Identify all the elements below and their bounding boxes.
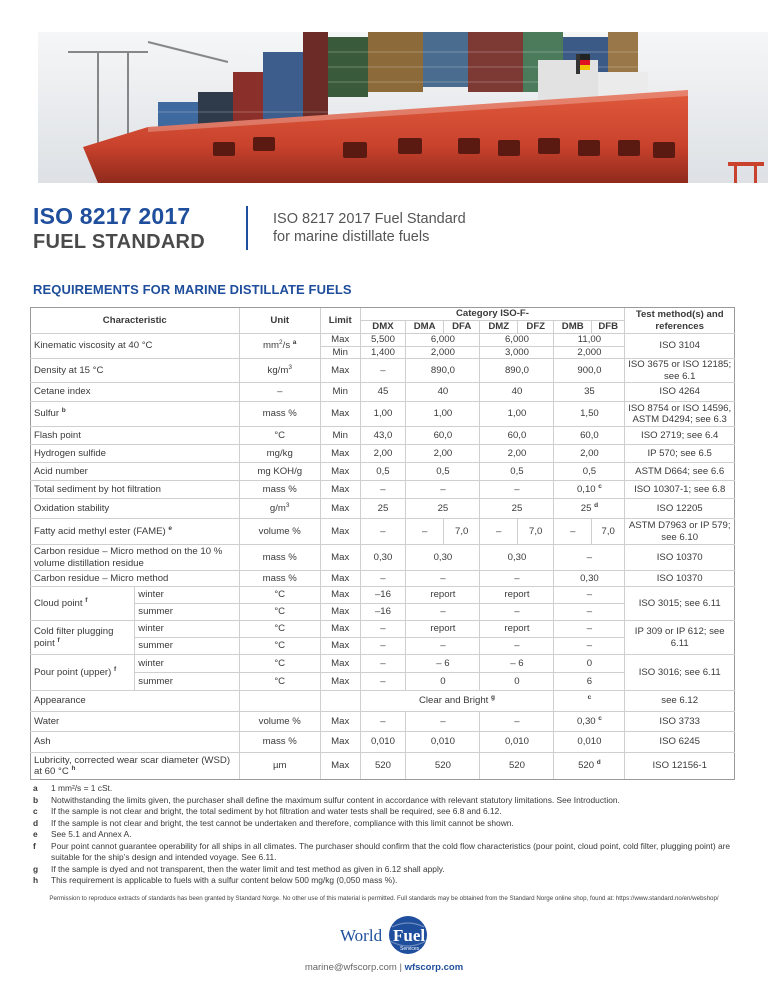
cell-dmx: 1,400 — [360, 346, 406, 359]
row-season: summer — [135, 673, 239, 691]
cell-dmx: – — [360, 481, 406, 499]
table-row-fame — [31, 519, 735, 545]
cell-dma: 0,010 — [406, 732, 480, 753]
cell-dmx: – — [360, 571, 406, 587]
cell-dfa: 7,0 — [443, 519, 480, 545]
footnotes — [33, 783, 733, 887]
cell-dma: 2,00 — [406, 445, 480, 463]
row-season: winter — [135, 655, 239, 673]
table-row-cetane — [31, 383, 735, 402]
footnote: c If the sample is not clear and bright, the total sediment by hot filtration and water tests shall be required, see 6.8 and 6.12. — [33, 806, 502, 816]
cell-dmx: –16 — [360, 587, 406, 604]
row-unit: $g/m^3$ — [239, 499, 320, 519]
cell-dmz: – 6 — [480, 655, 554, 673]
cell-dma: report — [406, 587, 480, 604]
row-limit: Max — [320, 673, 360, 691]
footnote: d If the sample is not clear and bright, the test cannot be undertaken and therefore, compliance with this limit cannot be shown. — [33, 817, 514, 828]
cell-dmz: report — [480, 587, 554, 604]
row-test: IP 309 or IP 612; see 6.11 — [625, 621, 735, 655]
row-label: Cloud point $^f$ — [31, 587, 135, 621]
row-label: Water — [31, 712, 240, 732]
cell-dmx: – — [360, 673, 406, 691]
cell-dmb: 900,0 — [554, 359, 625, 383]
table-row-flash-point — [31, 427, 735, 445]
cell-dmz: 0,010 — [480, 732, 554, 753]
table-row-viscosity — [31, 334, 735, 347]
table-row-lubricity — [31, 753, 735, 780]
footnote: h This requirement is applicable to fuels with a sulfur content below 500 mg/kg (0,050 mass %). — [33, 875, 398, 885]
cell-dmz: – — [480, 638, 554, 655]
cell-dmz: 0 — [480, 673, 554, 691]
cell-dmb: – — [554, 621, 625, 638]
cell-dma: 0 — [406, 673, 480, 691]
cell-dmb: – — [554, 638, 625, 655]
row-label: Lubricity, corrected wear scar diameter (WSD) at 60 °C $^h$ — [31, 753, 240, 780]
cell-dmx: – — [360, 359, 406, 383]
grade-dmb: DMB — [554, 321, 592, 334]
cell-dmz: report — [480, 621, 554, 638]
subtitle-line-1: ISO 8217 2017 Fuel Standard — [273, 211, 466, 227]
row-test: ISO 12156-1 — [625, 753, 735, 780]
cell-dmx: 43,0 — [360, 427, 406, 445]
header-test-method: Test method(s) and references — [625, 308, 735, 334]
main-title-sub: FUEL STANDARD — [33, 231, 206, 253]
row-limit: Max — [320, 621, 360, 638]
cell-dmz: 890,0 — [480, 359, 554, 383]
globe-logo-icon — [336, 913, 436, 961]
grade-dfb: DFB — [592, 321, 625, 334]
cell-dmb: 0,30 — [554, 571, 625, 587]
row-limit: Max — [320, 445, 360, 463]
row-unit: mg/kg — [239, 445, 320, 463]
cell-dmz: 0,5 — [480, 463, 554, 481]
row-limit: Max — [320, 571, 360, 587]
footnote: e See 5.1 and Annex A. — [33, 829, 132, 839]
row-label: Appearance — [31, 691, 240, 712]
grade-dmx: DMX — [360, 321, 406, 334]
row-unit: volume % — [239, 712, 320, 732]
row-limit: Max — [320, 359, 360, 383]
cell-appearance-value: Clear and Bright $^g$ — [360, 691, 554, 712]
cell-dmb: 0,10 $^c$ — [554, 481, 625, 499]
cell-dma: – 6 — [406, 655, 480, 673]
cell-dmz: 40 — [480, 383, 554, 402]
row-test: ISO 12205 — [625, 499, 735, 519]
row-limit: Max — [320, 481, 360, 499]
cell-dfz: 7,0 — [517, 519, 554, 545]
row-test: ISO 4264 — [625, 383, 735, 402]
header-characteristic: Characteristic — [31, 308, 240, 334]
cell-dmz: 25 — [480, 499, 554, 519]
row-unit: $mm^2/s$ $^a$ — [239, 334, 320, 359]
row-limit: Max — [320, 655, 360, 673]
row-limit: Max — [320, 604, 360, 621]
cell-dma: report — [406, 621, 480, 638]
row-limit: Min — [320, 427, 360, 445]
row-test: ASTM D664; see 6.6 — [625, 463, 735, 481]
cell-dmx: 45 — [360, 383, 406, 402]
cell-dma: 520 — [406, 753, 480, 780]
row-limit: Min — [320, 346, 360, 359]
cell-dmz: – — [480, 519, 518, 545]
row-label: Ash — [31, 732, 240, 753]
row-unit: mass % — [239, 402, 320, 427]
row-limit: Max — [320, 712, 360, 732]
title-block — [33, 204, 205, 254]
cell-dmz: 2,00 — [480, 445, 554, 463]
row-limit: Max — [320, 463, 360, 481]
subtitle — [273, 210, 466, 246]
main-title: ISO 8217 2017 — [33, 203, 191, 229]
row-label: Cetane index — [31, 383, 240, 402]
cell-dma: – — [406, 571, 480, 587]
cell-dma: 0,30 — [406, 545, 480, 571]
contact-separator: | — [399, 962, 402, 973]
row-label: Cold filter plugging point $^f$ — [31, 621, 135, 655]
table-row-total-sediment — [31, 481, 735, 499]
row-test: ISO 3015; see 6.11 — [625, 587, 735, 621]
permission-notice: Permission to reproduce extracts of standards has been granted by Standard Norge. No other use of this material is permitted. Full standards may be obtained from the Standard Norge online shop, found at: https://www.standard.no/en/webshop/ — [49, 895, 719, 902]
cell-dmb: – — [554, 587, 625, 604]
cell-dmb: – — [554, 604, 625, 621]
row-test: see 6.12 — [625, 691, 735, 712]
cell-dmx: 0,30 — [360, 545, 406, 571]
row-limit: Max — [320, 587, 360, 604]
row-unit: °C — [239, 604, 320, 621]
row-limit: Max — [320, 499, 360, 519]
section-heading: REQUIREMENTS FOR MARINE DISTILLATE FUELS — [33, 282, 352, 297]
table-row-oxidation-stability — [31, 499, 735, 519]
subtitle-line-2: for marine distillate fuels — [273, 229, 430, 245]
row-label: Sulfur $^b$ — [31, 402, 240, 427]
row-label: Acid number — [31, 463, 240, 481]
row-label: Density at 15 °C — [31, 359, 240, 383]
row-limit: Max — [320, 753, 360, 780]
row-unit: °C — [239, 427, 320, 445]
row-unit: °C — [239, 621, 320, 638]
logo-word-fuel: Fuel — [393, 926, 426, 945]
cell-dmx: 5,500 — [360, 334, 406, 347]
cell-dmb: 11,00 — [554, 334, 625, 347]
cell-dma: – — [406, 481, 480, 499]
cell-dma: 890,0 — [406, 359, 480, 383]
cell-dmb: – — [554, 545, 625, 571]
row-label: Hydrogen sulfide — [31, 445, 240, 463]
cell-dmz: 520 — [480, 753, 554, 780]
cell-dmb: 60,0 — [554, 427, 625, 445]
cell-dmx: – — [360, 638, 406, 655]
requirements-table — [30, 307, 735, 780]
table-row-sulfur — [31, 402, 735, 427]
table-row-hydrogen-sulfide — [31, 445, 735, 463]
cell-dma: 25 — [406, 499, 480, 519]
cell-dmx: – — [360, 655, 406, 673]
table-row-cfpp-winter — [31, 621, 735, 638]
row-unit: µm — [239, 753, 320, 780]
cell-dmx: – — [360, 519, 406, 545]
row-test: ISO 3104 — [625, 334, 735, 359]
cell-dmb: 0,5 — [554, 463, 625, 481]
cell-dfb: 7,0 — [592, 519, 625, 545]
cell-dma: – — [406, 519, 444, 545]
cell-dma: 2,000 — [406, 346, 480, 359]
cell-dmz: 3,000 — [480, 346, 554, 359]
row-label: Kinematic viscosity at 40 °C — [31, 334, 240, 359]
row-unit: volume % — [239, 519, 320, 545]
row-test: ISO 10307-1; see 6.8 — [625, 481, 735, 499]
cell-dmx: 25 — [360, 499, 406, 519]
cell-dmz: 0,30 — [480, 545, 554, 571]
hero-ship-photo — [38, 32, 768, 183]
row-unit: mg KOH/g — [239, 463, 320, 481]
row-unit: °C — [239, 655, 320, 673]
grade-dfz: DFZ — [517, 321, 554, 334]
cell-dma: – — [406, 712, 480, 732]
row-label: Total sediment by hot filtration — [31, 481, 240, 499]
cell-dma: 60,0 — [406, 427, 480, 445]
cell-dmz: – — [480, 604, 554, 621]
row-label: Fatty acid methyl ester (FAME) $^e$ — [31, 519, 240, 545]
table-row-ash — [31, 732, 735, 753]
cell-dmb: – — [554, 519, 592, 545]
row-limit: Max — [320, 334, 360, 347]
row-unit: °C — [239, 638, 320, 655]
cell-dmx: 1,00 — [360, 402, 406, 427]
row-season: summer — [135, 638, 239, 655]
container-ship-illustration — [38, 32, 768, 183]
grade-dfa: DFA — [443, 321, 480, 334]
row-limit: Max — [320, 519, 360, 545]
grade-dmz: DMZ — [480, 321, 518, 334]
footnote: f Pour point cannot guarantee operability for all ships in all climates. The purchaser should confirm that the cold flow characteristics (pour point, cloud point, cold filter, plugging point) are suitable for the ship’s design and intended voyage. See 6.11. — [33, 840, 731, 862]
table-row-cloud-point-winter — [31, 587, 735, 604]
table-row-carbon-residue-10 — [31, 545, 735, 571]
cell-dmz: 1,00 — [480, 402, 554, 427]
row-label: Pour point (upper) $^f$ — [31, 655, 135, 691]
cell-dmx: – — [360, 621, 406, 638]
row-test: ISO 2719; see 6.4 — [625, 427, 735, 445]
table-row-pour-point-winter — [31, 655, 735, 673]
cell-dmz: 60,0 — [480, 427, 554, 445]
row-label: Flash point — [31, 427, 240, 445]
cell-dmb: 2,00 — [554, 445, 625, 463]
cell-dmx: – — [360, 712, 406, 732]
cell-dmb: 0,010 — [554, 732, 625, 753]
cell-dmz: 6,000 — [480, 334, 554, 347]
cell-dmb: 35 — [554, 383, 625, 402]
row-test: ISO 8754 or ISO 14596, ASTM D4294; see 6.3 — [625, 402, 735, 427]
row-limit: Max — [320, 638, 360, 655]
row-unit: mass % — [239, 571, 320, 587]
row-unit: °C — [239, 587, 320, 604]
row-limit: Min — [320, 383, 360, 402]
row-unit: mass % — [239, 545, 320, 571]
row-test: ISO 6245 — [625, 732, 735, 753]
cell-dmz: – — [480, 712, 554, 732]
table-row-carbon-residue — [31, 571, 735, 587]
table-row-acid-number — [31, 463, 735, 481]
cell-dma: 6,000 — [406, 334, 480, 347]
row-limit: Max — [320, 402, 360, 427]
row-label: Carbon residue – Micro method — [31, 571, 240, 587]
row-limit — [320, 691, 360, 712]
row-test: ISO 10370 — [625, 571, 735, 587]
header-limit: Limit — [320, 308, 360, 334]
logo-word-services: Services — [400, 946, 420, 952]
cell-dmx: 0,010 — [360, 732, 406, 753]
cell-dmb: 6 — [554, 673, 625, 691]
row-season: winter — [135, 621, 239, 638]
title-divider — [246, 206, 248, 250]
cell-dmb: 2,000 — [554, 346, 625, 359]
cell-dma: – — [406, 604, 480, 621]
table-row-appearance — [31, 691, 735, 712]
footnote: g If the sample is dyed and not transparent, then the water limit and test method as given in 6.12 shall apply. — [33, 863, 445, 874]
cell-dmb: 0 — [554, 655, 625, 673]
cell-dmb: 520 $^d$ — [554, 753, 625, 780]
row-test: ISO 3016; see 6.11 — [625, 655, 735, 691]
cell-dmx: 2,00 — [360, 445, 406, 463]
cell-dmb: c — [554, 691, 625, 712]
cell-dmb: 0,30 $^c$ — [554, 712, 625, 732]
cell-dmx: –16 — [360, 604, 406, 621]
cell-dmx: 520 — [360, 753, 406, 780]
row-test: ASTM D7963 or IP 579; see 6.10 — [625, 519, 735, 545]
world-fuel-services-logo — [336, 913, 436, 961]
footnote: a 1 mm²/s = 1 cSt. — [33, 783, 113, 793]
cell-dma: 0,5 — [406, 463, 480, 481]
cell-dmz: – — [480, 571, 554, 587]
row-test: IP 570; see 6.5 — [625, 445, 735, 463]
row-unit: mass % — [239, 732, 320, 753]
row-unit: $kg/m^3$ — [239, 359, 320, 383]
row-unit — [239, 691, 320, 712]
contact-website-link[interactable]: wfscorp.com — [404, 962, 464, 973]
row-test: ISO 3675 or ISO 12185; see 6.1 — [625, 359, 735, 383]
row-unit: – — [239, 383, 320, 402]
contact-line — [0, 962, 768, 973]
header-category: Category ISO-F- — [360, 308, 625, 321]
row-test: ISO 10370 — [625, 545, 735, 571]
row-test: ISO 3733 — [625, 712, 735, 732]
table-row-water — [31, 712, 735, 732]
cell-dma: – — [406, 638, 480, 655]
row-limit: Max — [320, 545, 360, 571]
cell-dmb: 1,50 — [554, 402, 625, 427]
row-limit: Max — [320, 732, 360, 753]
row-unit: mass % — [239, 481, 320, 499]
row-label: Oxidation stability — [31, 499, 240, 519]
contact-email[interactable]: marine@wfscorp.com — [304, 962, 397, 973]
cell-dmb: 25 $^d$ — [554, 499, 625, 519]
header-unit: Unit — [239, 308, 320, 334]
row-season: summer — [135, 604, 239, 621]
grade-dma: DMA — [406, 321, 444, 334]
row-season: winter — [135, 587, 239, 604]
logo-word-world: World — [340, 926, 383, 945]
footnote: b Notwithstanding the limits given, the purchaser shall define the maximum sulfur content in accordance with relevant statutory limitations. See Introduction. — [33, 794, 620, 805]
cell-dma: 1,00 — [406, 402, 480, 427]
table-row-density — [31, 359, 735, 383]
cell-dma: 40 — [406, 383, 480, 402]
cell-dmx: 0,5 — [360, 463, 406, 481]
cell-dmz: – — [480, 481, 554, 499]
row-unit: °C — [239, 673, 320, 691]
row-label: Carbon residue – Micro method on the 10 % volume distillation residue — [31, 545, 240, 571]
